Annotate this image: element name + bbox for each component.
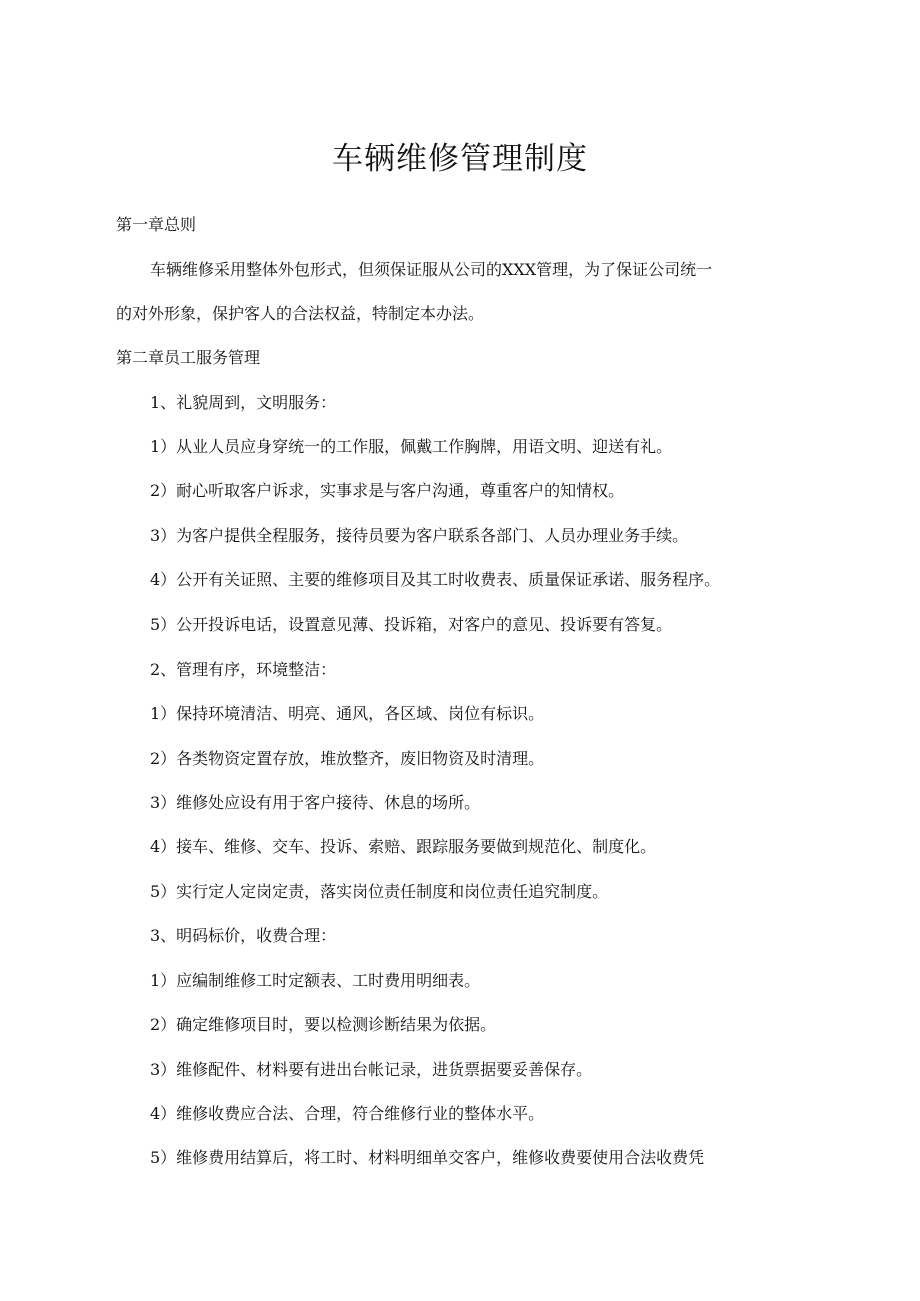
list-item: 3）维修配件、材料要有进出台帐记录，进货票据要妥善保存。: [150, 1060, 593, 1079]
list-item: 1）保持环境清洁、明亮、通风，各区域、岗位有标识。: [150, 704, 545, 723]
chapter-heading-1: 第一章总则: [116, 215, 197, 234]
document-title: 车辆维修管理制度: [332, 141, 588, 177]
list-item: 5）维修费用结算后，将工时、材料明细单交客户，维修收费要使用合法收费凭: [150, 1148, 705, 1167]
section-heading: 1、礼貌周到，文明服务：: [150, 393, 337, 412]
section-heading: 3、明码标价，收费合理：: [150, 926, 337, 945]
chapter-heading-2: 第二章员工服务管理: [116, 348, 261, 367]
list-item: 4）接车、维修、交车、投诉、索赔、跟踪服务要做到规范化、制度化。: [150, 837, 657, 856]
section-heading: 2、管理有序，环境整洁：: [150, 660, 337, 679]
body-paragraph-continuation: 的对外形象，保护客人的合法权益，特制定本办法。: [116, 304, 485, 323]
list-item: 1）从业人员应身穿统一的工作服，佩戴工作胸牌，用语文明、迎送有礼。: [150, 437, 673, 456]
list-item: 4）维修收费应合法、合理，符合维修行业的整体水平。: [150, 1104, 545, 1123]
body-paragraph: 车辆维修采用整体外包形式，但须保证服从公司的XXX管理，为了保证公司统一: [150, 260, 713, 279]
list-item: 2）耐心听取客户诉求，实事求是与客户沟通，尊重客户的知情权。: [150, 481, 625, 500]
list-item: 4）公开有关证照、主要的维修项目及其工时收费表、质量保证承诺、服务程序。: [150, 570, 721, 589]
list-item: 3）为客户提供全程服务，接待员要为客户联系各部门、人员办理业务手续。: [150, 526, 689, 545]
list-item: 3）维修处应设有用于客户接待、休息的场所。: [150, 793, 481, 812]
list-item: 2）各类物资定置存放，堆放整齐，废旧物资及时清理。: [150, 749, 545, 768]
list-item: 5）公开投诉电话，设置意见薄、投诉箱，对客户的意见、投诉要有答复。: [150, 615, 673, 634]
list-item: 1）应编制维修工时定额表、工时费用明细表。: [150, 971, 481, 990]
list-item: 2）确定维修项目时，要以检测诊断结果为依据。: [150, 1015, 497, 1034]
list-item: 5）实行定人定岗定责，落实岗位责任制度和岗位责任追究制度。: [150, 882, 609, 901]
